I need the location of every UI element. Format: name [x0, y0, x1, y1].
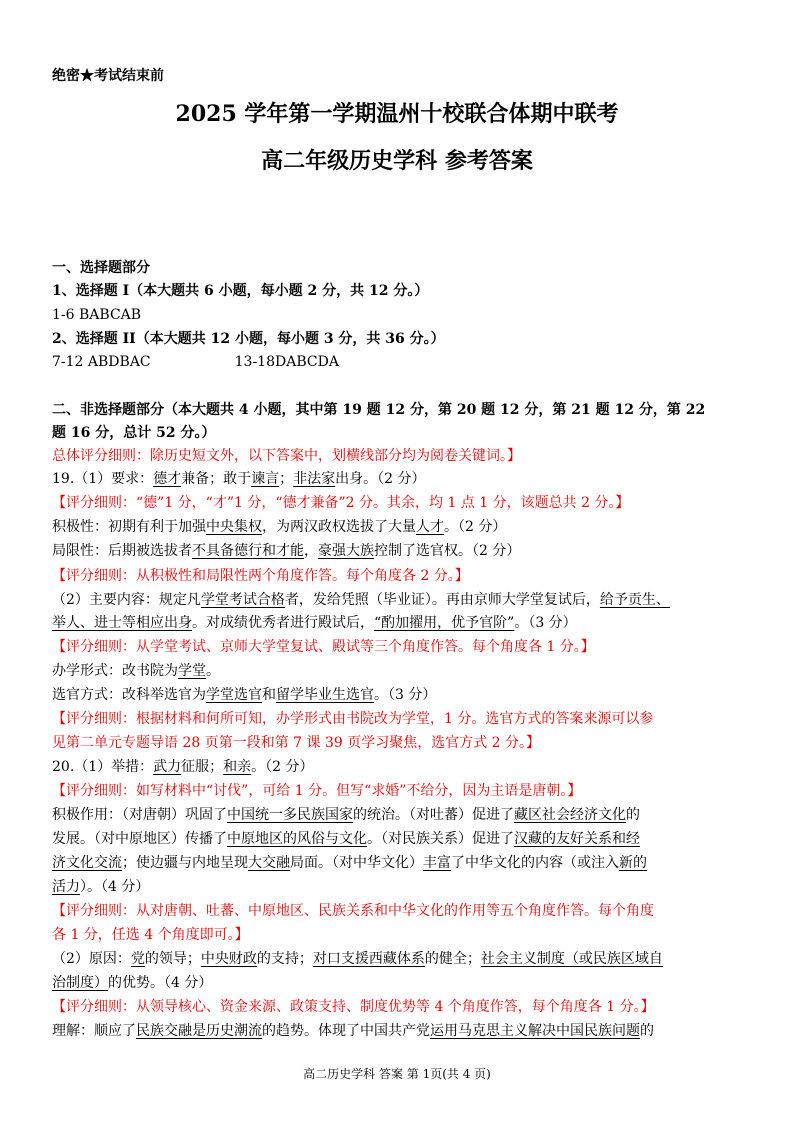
- q19-limitation: 局限性：后期被选拔者不具备德行和才能，豪强大族控制了选官权。（2 分）: [52, 543, 521, 559]
- q20-understanding: 理解：顺应了民族交融是历史潮流的趋势。体现了中国共产党运用马克思主义解决中国民族问题的: [52, 1023, 654, 1039]
- q19-scoring-3: 【评分细则：从学堂考试、京师大学堂复试、殿试等三个角度作答。每个角度各 1 分。】: [52, 639, 595, 655]
- q20-effects-1: 积极作用：（对唐朝）巩固了中国统一多民族国家的统治。（对吐蕃）促进了藏区社会经济文化的: [52, 807, 640, 823]
- overall-scoring-note: 总体评分细则：除历史短文外，以下答案中，划横线部分均为阅卷关键词。】: [52, 448, 521, 464]
- q19-2-content-1: （2）主要内容：规定凡学堂考试合格者，发给凭照（毕业证）。再由京师大学堂复试后，给予贡生、: [52, 592, 670, 608]
- section1-heading: 一、选择题部分: [52, 260, 150, 276]
- q19-selection-method: 选官方式：改科举选官为学堂选官和留学毕业生选官。（3 分）: [52, 687, 437, 703]
- page-footer: 高二历史学科 答案 第 1页(共 4 页): [303, 1067, 491, 1081]
- exam-subtitle: 高二年级历史学科 参考答案: [261, 148, 533, 174]
- section1-q1: 1、选择题 I（本大题共 6 小题，每小题 2 分，共 12 分。）: [52, 283, 429, 299]
- q19-2-content-2: 举人、进士等相应出身。对成绩优秀者进行殿试后，“酌加擢用，优予官阶”。（3 分）: [52, 615, 577, 631]
- exam-title: 2025 学年第一学期温州十校联合体期中联考: [175, 101, 619, 127]
- q20-2-reasons-2: 治制度）的优势。（4 分）: [52, 975, 213, 991]
- answer-7-12: 7-12 ABDBAC: [52, 354, 151, 370]
- section1-q2: 2、选择题 II（本大题共 12 小题，每小题 3 分，共 36 分。）: [52, 331, 445, 347]
- q20-scoring-1: 【评分细则：如写材料中“讨伐”，可给 1 分。但写“求婚”不给分，因为主语是唐朝。】: [52, 783, 582, 799]
- section1-a1: 1-6 BABCAB: [52, 307, 142, 323]
- q20-scoring-2b: 各 1 分，任选 4 个角度即可。】: [52, 927, 249, 943]
- confidential-mark: 绝密★考试结束前: [52, 68, 164, 84]
- q20-1-measures: 20.（1）举措：武力征服；和亲。（2 分）: [52, 759, 314, 775]
- q20-scoring-3: 【评分细则：从领导核心、资金来源、政策支持、制度优势等 4 个角度作答，每个角度各 1 分。】: [52, 999, 655, 1015]
- q19-scoring-4b: 见第二单元专题导语 28 页第一段和第 7 课 39 页学习聚焦，选官方式 2 分。】: [52, 735, 541, 751]
- section1-a2: [52, 352, 754, 372]
- section2-heading-2: 题 16 分，总计 52 分。）: [52, 425, 216, 441]
- q20-effects-3: 济文化交流；使边疆与内地呈现大交融局面。（对中华文化）丰富了中华文化的内容（或注入新的: [52, 855, 647, 871]
- q20-2-reasons-1: （2）原因：党的领导；中央财政的支持；对口支援西藏体系的健全；社会主义制度（或民族区域自: [52, 951, 663, 967]
- q20-effects-4: 活力）。（4 分）: [52, 879, 150, 895]
- q19-positive: 积极性：初期有利于加强中央集权，为两汉政权选拔了大量人才。（2 分）: [52, 519, 507, 535]
- q20-scoring-2a: 【评分细则：从对唐朝、吐蕃、中原地区、民族关系和中华文化的作用等五个角度作答。每个角度: [52, 903, 654, 919]
- q19-scoring-2: 【评分细则：从积极性和局限性两个角度作答。每个角度各 2 分。】: [52, 568, 469, 584]
- q19-school-form: 办学形式：改书院为学堂。: [52, 663, 220, 679]
- answer-13-18: 13-18DABCDA: [234, 354, 339, 370]
- q20-effects-2: 发展。（对中原地区）传播了中原地区的风俗与文化。（对民族关系）促进了汉藏的友好关系和经: [52, 831, 640, 847]
- q19-1-requirements: 19.（1）要求：德才兼备；敢于谏言；非法家出身。（2 分）: [52, 471, 426, 487]
- q19-scoring-1: 【评分细则：“德”1 分，“才”1 分，“德才兼备”2 分。其余，均 1 点 1 分，该题总共 2 分。】: [52, 495, 630, 511]
- q19-scoring-4a: 【评分细则：根据材料和何所可知，办学形式由书院改为学堂，1 分。选官方式的答案来源可以参: [52, 711, 654, 727]
- section2-heading-1: 二、非选择题部分（本大题共 4 小题，其中第 19 题 12 分，第 20 题 12 分，第 21 题 12 分，第 22: [52, 402, 706, 418]
